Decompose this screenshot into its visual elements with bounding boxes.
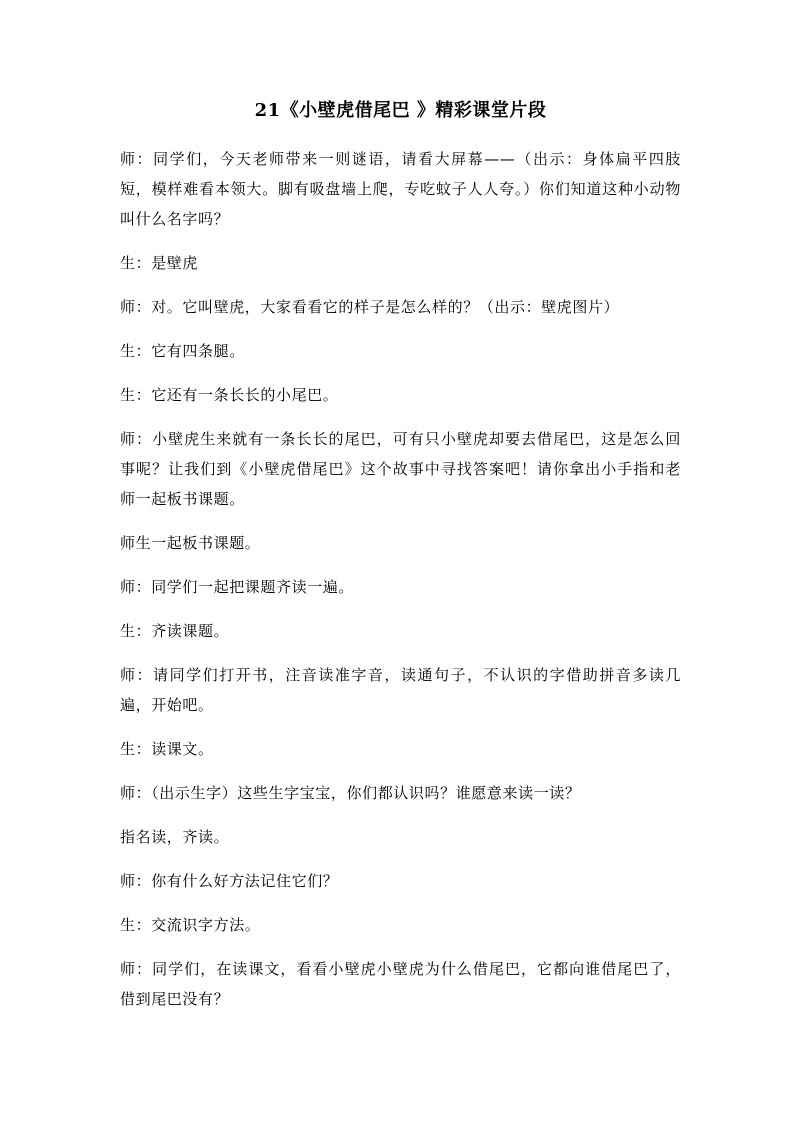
paragraph-student-exchange-methods: 生：交流识字方法。 bbox=[120, 916, 261, 934]
paragraph-student-four-legs: 生：它有四条腿。 bbox=[120, 342, 245, 360]
paragraph-write-title-together: 师生一起板书课题。 bbox=[120, 534, 261, 552]
paragraph-student-answer-gecko: 生：是壁虎 bbox=[120, 254, 199, 272]
paragraph-teacher-why-borrow-tail: 师：同学们，在读课文，看看小壁虎小壁虎为什么借尾巴，它都向谁借尾巴了，借到尾巴没有？ bbox=[120, 960, 681, 1008]
paragraph-teacher-show-picture: 师：对。它叫壁虎，大家看看它的样子是怎么样的？（出示：壁虎图片） bbox=[120, 298, 620, 316]
paragraph-teacher-new-characters: 师：（出示生字）这些生字宝宝，你们都认识吗？谁愿意来读一读？ bbox=[120, 784, 581, 802]
paragraph-teacher-read-title: 师：同学们一起把课题齐读一遍。 bbox=[120, 578, 355, 596]
paragraph-student-read-title: 生：齐读课题。 bbox=[120, 622, 230, 640]
paragraph-student-read-text: 生：读课文。 bbox=[120, 740, 214, 758]
paragraph-name-reading: 指名读，齐读。 bbox=[120, 828, 230, 846]
paragraph-teacher-introduce-story: 师：小壁虎生来就有一条长长的尾巴，可有只小壁虎却要去借尾巴，这是怎么回事呢？让我们到《小壁虎借尾巴》这个故事中寻找答案吧！请你拿出小手指和老师一起板书课题。 bbox=[120, 430, 681, 508]
document-title: 21《小壁虎借尾巴 》精彩课堂片段 bbox=[254, 100, 547, 121]
paragraph-teacher-open-book: 师：请同学们打开书，注音读准字音，读通句子，不认识的字借助拼音多读几遍，开始吧。 bbox=[120, 666, 681, 714]
paragraph-riddle-intro: 师：同学们，今天老师带来一则谜语，请看大屏幕——（出示：身体扁平四肢短，模样难看本领大。脚有吸盘墙上爬，专吃蚊子人人夸。）你们知道这种小动物叫什么名字吗？ bbox=[120, 150, 681, 228]
paragraph-student-long-tail: 生：它还有一条长长的小尾巴。 bbox=[120, 386, 339, 404]
paragraph-teacher-memory-method: 师：你有什么好方法记住它们？ bbox=[120, 872, 339, 890]
